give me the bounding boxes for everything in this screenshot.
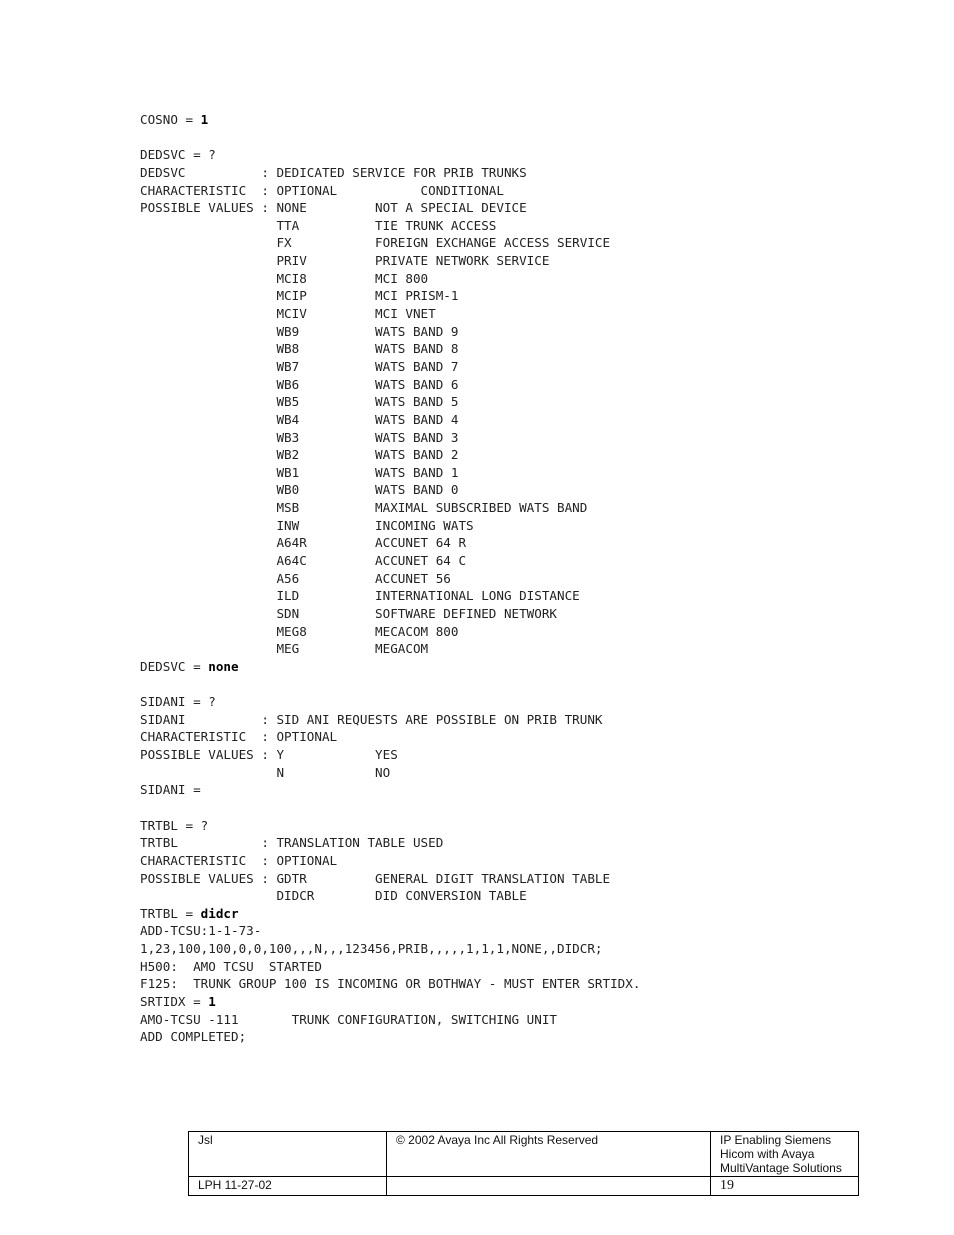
log-line-text: SRTIDX = bbox=[140, 994, 209, 1010]
log-line bbox=[140, 234, 640, 252]
log-line-text: ILD INTERNATIONAL LONG DISTANCE bbox=[140, 588, 580, 604]
log-line bbox=[140, 781, 640, 799]
log-line bbox=[140, 922, 640, 940]
log-line-text: SIDANI = bbox=[140, 782, 201, 798]
log-line-text: WB5 WATS BAND 5 bbox=[140, 394, 459, 410]
log-line-text: MCIP MCI PRISM-1 bbox=[140, 288, 459, 304]
log-line-text: TRTBL = ? bbox=[140, 817, 209, 833]
log-line-text: WB2 WATS BAND 2 bbox=[140, 447, 459, 463]
log-line bbox=[140, 975, 640, 993]
log-line-entered-value: didcr bbox=[200, 905, 239, 921]
log-line bbox=[140, 517, 640, 535]
log-line bbox=[140, 817, 640, 835]
log-line-text: PRIV PRIVATE NETWORK SERVICE bbox=[140, 253, 550, 269]
log-line-text: WB9 WATS BAND 9 bbox=[140, 323, 459, 339]
log-line-text: DIDCR DID CONVERSION TABLE bbox=[140, 888, 527, 904]
log-line bbox=[140, 746, 640, 764]
log-line-text: POSSIBLE VALUES : Y YES bbox=[140, 747, 398, 763]
log-line-text: AMO-TCSU -111 TRUNK CONFIGURATION, SWITCHING UNIT bbox=[140, 1011, 558, 1027]
log-line-text: ADD-TCSU:1-1-73- bbox=[140, 923, 262, 939]
log-line bbox=[140, 446, 640, 464]
log-line bbox=[140, 111, 640, 129]
footer-copyright: © 2002 Avaya Inc All Rights Reserved bbox=[387, 1132, 711, 1177]
log-line bbox=[140, 129, 640, 147]
log-line bbox=[140, 393, 640, 411]
log-line bbox=[140, 958, 640, 976]
log-line bbox=[140, 1028, 640, 1046]
log-line bbox=[140, 534, 640, 552]
footer-blank-cell bbox=[387, 1177, 711, 1196]
log-line bbox=[140, 728, 640, 746]
log-line-text: ADD COMPLETED; bbox=[140, 1029, 247, 1045]
log-line-text: WB7 WATS BAND 7 bbox=[140, 358, 459, 374]
log-line-text: SIDANI : SID ANI REQUESTS ARE POSSIBLE ON PRIB TRUNK bbox=[140, 711, 603, 727]
log-line-text: CHARACTERISTIC : OPTIONAL bbox=[140, 729, 338, 745]
log-line bbox=[140, 852, 640, 870]
log-line-text: WB3 WATS BAND 3 bbox=[140, 429, 459, 445]
log-line-entered-value: 1 bbox=[200, 112, 209, 127]
log-line bbox=[140, 676, 640, 694]
log-line bbox=[140, 623, 640, 641]
log-line bbox=[140, 658, 640, 676]
log-line bbox=[140, 411, 640, 429]
log-line-text: H500: AMO TCSU STARTED bbox=[140, 958, 322, 974]
footer-doc-title-line-1: IP Enabling Siemens bbox=[720, 1133, 832, 1147]
log-line-text: POSSIBLE VALUES : NONE NOT A SPECIAL DEVICE bbox=[140, 200, 527, 216]
log-line bbox=[140, 481, 640, 499]
log-line bbox=[140, 340, 640, 358]
log-line bbox=[140, 164, 640, 182]
log-line-text: CHARACTERISTIC : OPTIONAL CONDITIONAL bbox=[140, 182, 504, 198]
log-line-text: WB1 WATS BAND 1 bbox=[140, 464, 459, 480]
footer-row-top bbox=[189, 1132, 859, 1177]
log-line bbox=[140, 711, 640, 729]
log-line-text: WB8 WATS BAND 8 bbox=[140, 341, 459, 357]
log-line-text: MEG MEGACOM bbox=[140, 641, 429, 657]
log-line-text: DEDSVC : DEDICATED SERVICE FOR PRIB TRUNKS bbox=[140, 164, 527, 180]
log-line-text: FX FOREIGN EXCHANGE ACCESS SERVICE bbox=[140, 235, 611, 251]
log-line bbox=[140, 834, 640, 852]
log-line bbox=[140, 305, 640, 323]
log-line bbox=[140, 764, 640, 782]
log-line-text: DEDSVC = bbox=[140, 658, 209, 674]
page-footer-table bbox=[188, 1131, 859, 1196]
log-line bbox=[140, 358, 640, 376]
log-line-text: POSSIBLE VALUES : GDTR GENERAL DIGIT TRANSLATION TABLE bbox=[140, 870, 611, 886]
log-line-text: A56 ACCUNET 56 bbox=[140, 570, 451, 586]
amo-terminal-log bbox=[140, 111, 640, 1046]
log-line bbox=[140, 570, 640, 588]
log-line-text: INW INCOMING WATS bbox=[140, 517, 474, 533]
log-line bbox=[140, 270, 640, 288]
log-line bbox=[140, 1011, 640, 1029]
log-line bbox=[140, 887, 640, 905]
footer-doc-title-line-3: MultiVantage Solutions bbox=[720, 1161, 842, 1175]
log-line bbox=[140, 499, 640, 517]
log-line-text: N NO bbox=[140, 764, 391, 780]
log-line bbox=[140, 905, 640, 923]
log-line-text: COSNO = bbox=[140, 112, 201, 127]
log-line-text: MCIV MCI VNET bbox=[140, 306, 436, 322]
footer-page-number: 19 bbox=[711, 1177, 859, 1196]
log-line bbox=[140, 376, 640, 394]
log-line bbox=[140, 993, 640, 1011]
log-line bbox=[140, 252, 640, 270]
log-line bbox=[140, 799, 640, 817]
log-line-text: WB0 WATS BAND 0 bbox=[140, 482, 459, 498]
log-line bbox=[140, 640, 640, 658]
log-line-text: F125: TRUNK GROUP 100 IS INCOMING OR BOTHWAY - MUST ENTER SRTIDX. bbox=[140, 976, 641, 992]
log-line-text: CHARACTERISTIC : OPTIONAL bbox=[140, 852, 338, 868]
log-line bbox=[140, 217, 640, 235]
log-line-text: TRTBL = bbox=[140, 905, 201, 921]
log-line bbox=[140, 429, 640, 447]
log-line-text: A64C ACCUNET 64 C bbox=[140, 553, 467, 569]
log-line-text: MEG8 MECACOM 800 bbox=[140, 623, 459, 639]
log-line-entered-value: none bbox=[208, 658, 239, 674]
log-line-text: DEDSVC = ? bbox=[140, 147, 216, 163]
footer-doc-title-line-2: Hicom with Avaya bbox=[720, 1147, 815, 1161]
log-line bbox=[140, 146, 640, 164]
log-line-text: MCI8 MCI 800 bbox=[140, 270, 429, 286]
log-line bbox=[140, 693, 640, 711]
log-line bbox=[140, 323, 640, 341]
footer-revision: LPH 11-27-02 bbox=[189, 1177, 387, 1196]
log-line bbox=[140, 940, 640, 958]
log-line bbox=[140, 182, 640, 200]
log-line-text: WB4 WATS BAND 4 bbox=[140, 411, 459, 427]
log-line-text: SDN SOFTWARE DEFINED NETWORK bbox=[140, 605, 558, 621]
footer-author: Jsl bbox=[189, 1132, 387, 1177]
log-line-text: TTA TIE TRUNK ACCESS bbox=[140, 217, 497, 233]
footer-row-bottom bbox=[189, 1177, 859, 1196]
footer-doc-title bbox=[711, 1132, 859, 1177]
log-line bbox=[140, 552, 640, 570]
log-line-text: TRTBL : TRANSLATION TABLE USED bbox=[140, 835, 444, 851]
log-line-text: 1,23,100,100,0,0,100,,,N,,,123456,PRIB,,,,,1,1,1,NONE,,DIDCR; bbox=[140, 941, 603, 957]
log-line bbox=[140, 870, 640, 888]
log-line bbox=[140, 464, 640, 482]
log-line-text: MSB MAXIMAL SUBSCRIBED WATS BAND bbox=[140, 500, 588, 516]
log-line-text: WB6 WATS BAND 6 bbox=[140, 376, 459, 392]
log-line-text: A64R ACCUNET 64 R bbox=[140, 535, 467, 551]
log-line-text: SIDANI = ? bbox=[140, 694, 216, 710]
log-line bbox=[140, 587, 640, 605]
log-line-entered-value: 1 bbox=[208, 994, 216, 1010]
log-line bbox=[140, 287, 640, 305]
log-line bbox=[140, 605, 640, 623]
log-line bbox=[140, 199, 640, 217]
